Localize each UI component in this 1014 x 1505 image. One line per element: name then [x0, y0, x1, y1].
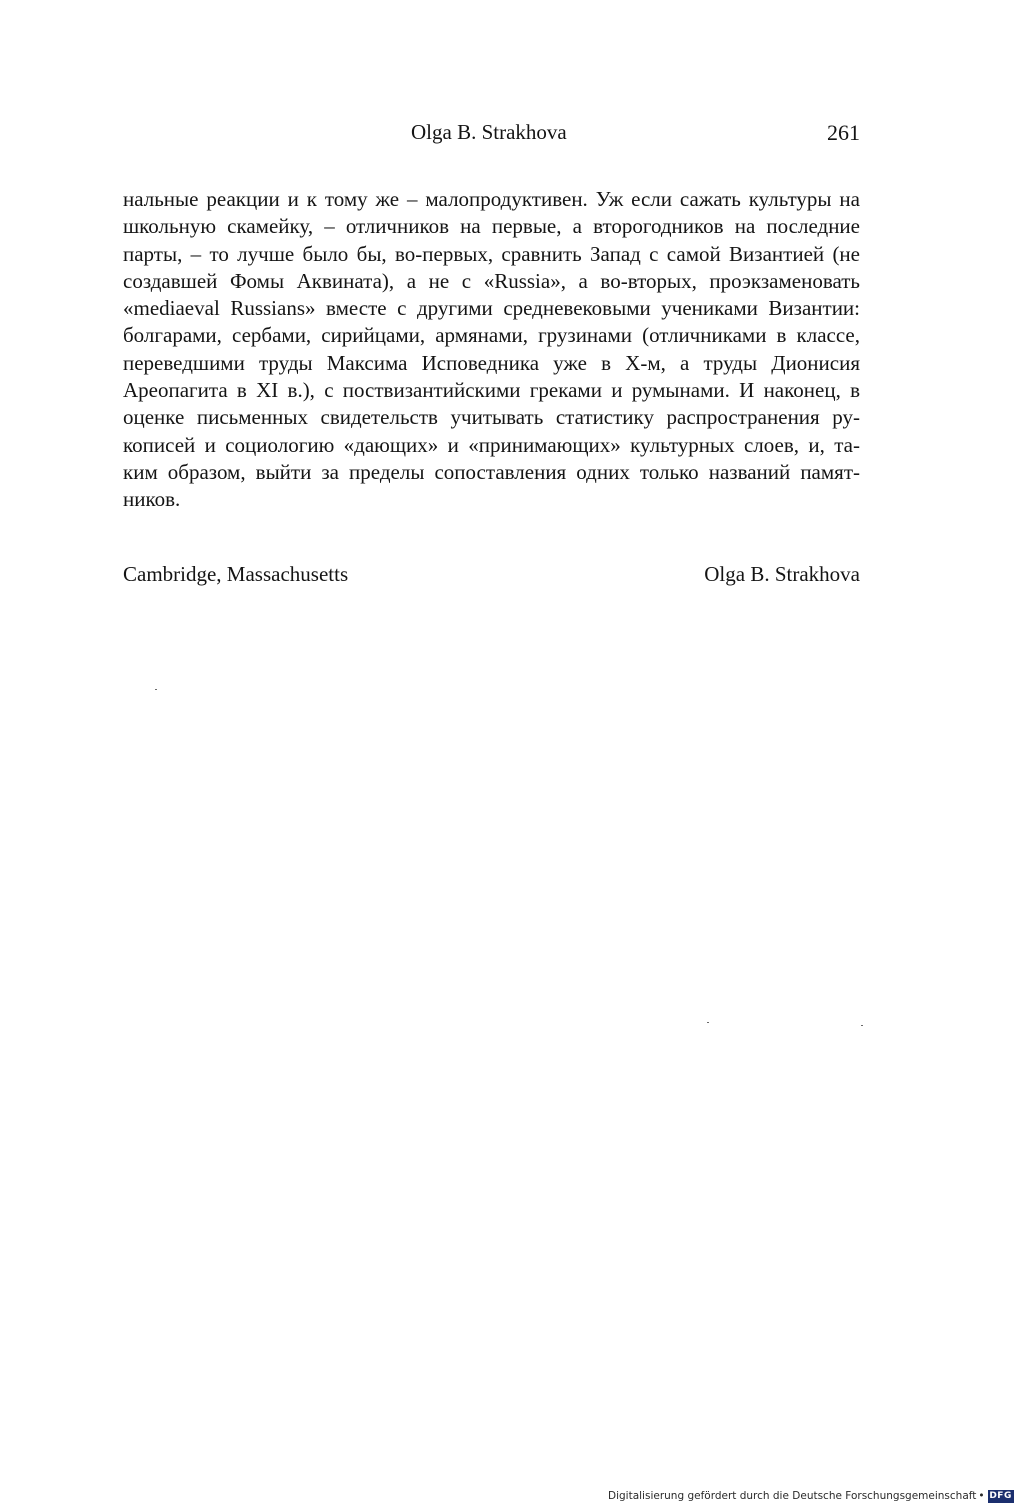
scan-speck — [707, 1022, 709, 1023]
running-title: Olga B. Strakhova — [411, 120, 567, 144]
dfg-logo-icon: DFG — [989, 1491, 1012, 1501]
text-line: парты, – то лучше было бы, во-первых, сравнить Запад с самой Византией (не — [123, 241, 860, 266]
signature-block — [123, 562, 860, 592]
text-line: «mediaeval Russians» вместе с другими средневековыми учениками Византии: — [123, 296, 860, 321]
text-line: создавшей Фомы Аквината), а не с «Russia», а во-вторых, проэкзаменовать — [123, 268, 860, 293]
page-number: 261 — [827, 120, 860, 145]
scan-speck — [155, 689, 157, 690]
credit-separator: • — [978, 1490, 985, 1502]
running-head — [123, 118, 860, 152]
digitization-credit — [608, 1488, 1014, 1504]
signature-place: Cambridge, Massachusetts — [123, 562, 349, 586]
text-line: оценке письменных свидетельств учитывать статистику распространения ру- — [123, 405, 860, 430]
text-line: болгарами, сербами, сирийцами, армянами, грузинами (отличниками в классе, — [123, 323, 860, 348]
signature-author: Olga B. Strakhova — [704, 562, 860, 586]
credit-text: Digitalisierung gefördert durch die Deutsche Forschungsgemeinschaft — [608, 1490, 977, 1502]
scan-speck — [861, 1025, 863, 1026]
text-line: кописей и социологию «дающих» и «принимающих» культурных слоев, и, та- — [123, 432, 860, 457]
body-paragraph — [123, 186, 860, 514]
text-line: Ареопагита в XI в.), с поствизантийскими греками и румынами. И наконец, в — [123, 378, 860, 403]
text-line: ников. — [123, 487, 181, 512]
text-line: школьную скамейку, – отличников на первые, а второгодников на последние — [123, 214, 860, 239]
text-line: ким образом, выйти за пределы сопоставления одних только названий памят- — [123, 459, 860, 484]
text-line: нальные реакции и к тому же – малопродуктивен. Уж если сажать культуры на — [123, 187, 860, 211]
text-line: переведшими труды Максима Исповедника уже в X-м, а труды Дионисия — [123, 350, 860, 375]
